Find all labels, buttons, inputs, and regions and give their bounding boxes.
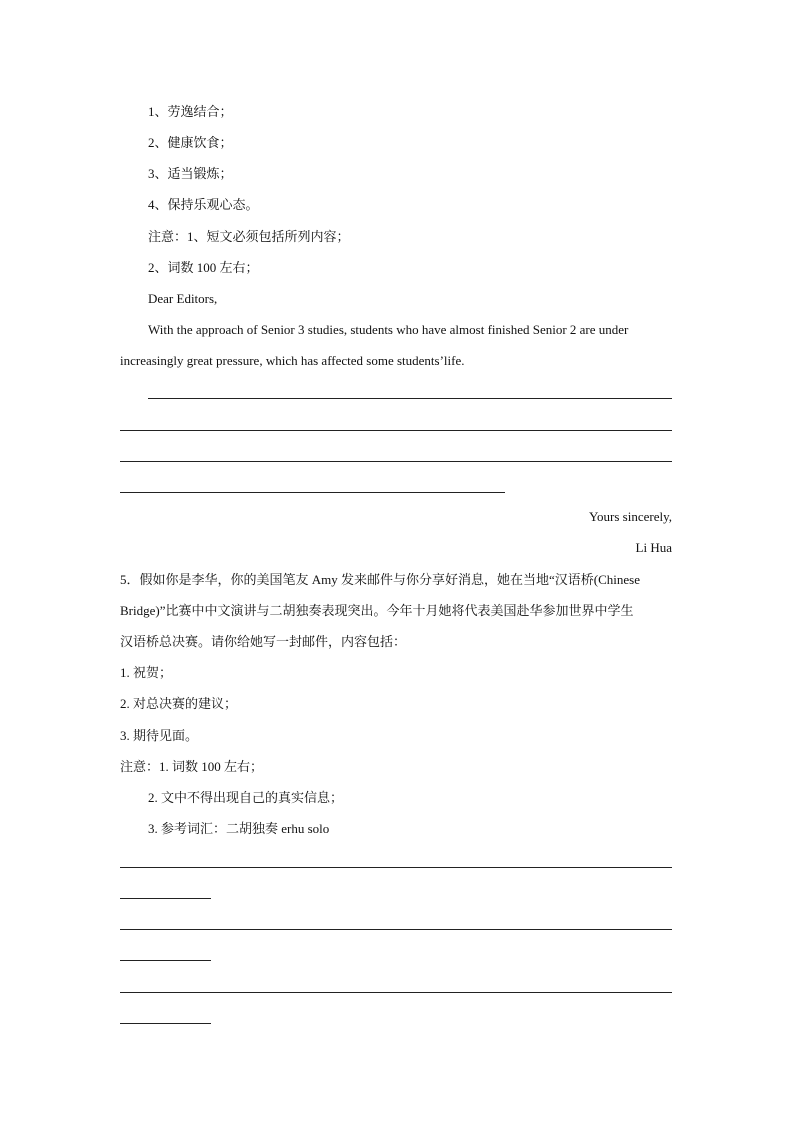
question-5-prompt-line-1: 5．假如你是李华，你的美国笔友 Amy 发来邮件与你分享好消息，她在当地“汉语桥(Chinese	[120, 572, 640, 587]
answer-line[interactable]	[120, 461, 672, 462]
answer-line[interactable]	[148, 398, 672, 399]
answer-line[interactable]	[120, 992, 672, 993]
answer-line[interactable]	[120, 960, 211, 961]
answer-line[interactable]	[120, 430, 672, 431]
requirement-item-3: 3. 期待见面。	[120, 728, 199, 743]
answer-line[interactable]	[120, 1023, 211, 1024]
opening-paragraph-line-1: With the approach of Senior 3 studies, students who have almost finished Senior 2 are under	[148, 322, 629, 337]
answer-line[interactable]	[120, 492, 505, 493]
content-point-1: 1、劳逸结合；	[148, 104, 233, 119]
opening-paragraph-line-2: increasingly great pressure, which has affected some students’life.	[120, 353, 465, 368]
content-point-4: 4、保持乐观心态。	[148, 197, 259, 212]
question-5-prompt-line-2: Bridge)”比赛中中文演讲与二胡独奏表现突出。今年十月她将代表美国赴华参加世界中学生	[120, 603, 634, 618]
requirement-item-1: 1. 祝贺；	[120, 665, 173, 680]
salutation: Dear Editors,	[148, 291, 218, 306]
q5-note-line-2: 2. 文中不得出现自己的真实信息；	[148, 790, 344, 805]
content-point-3: 3、适当锻炼；	[148, 166, 233, 181]
requirement-item-2: 2. 对总决赛的建议；	[120, 696, 238, 711]
q5-note-line-1: 注意：1. 词数 100 左右；	[120, 759, 264, 774]
signature: Li Hua	[635, 540, 672, 555]
q5-note-line-3: 3. 参考词汇：二胡独奏 erhu solo	[148, 821, 330, 836]
note-line-2: 2、词数 100 左右；	[148, 260, 259, 275]
question-5-prompt-line-3: 汉语桥总决赛。请你给她写一封邮件，内容包括：	[120, 634, 407, 649]
closing: Yours sincerely,	[588, 509, 672, 524]
answer-line[interactable]	[120, 929, 672, 930]
answer-line[interactable]	[120, 898, 211, 899]
answer-line[interactable]	[120, 867, 672, 868]
note-line-1: 注意：1、短文必须包括所列内容；	[148, 229, 350, 244]
content-point-2: 2、健康饮食；	[148, 135, 233, 150]
